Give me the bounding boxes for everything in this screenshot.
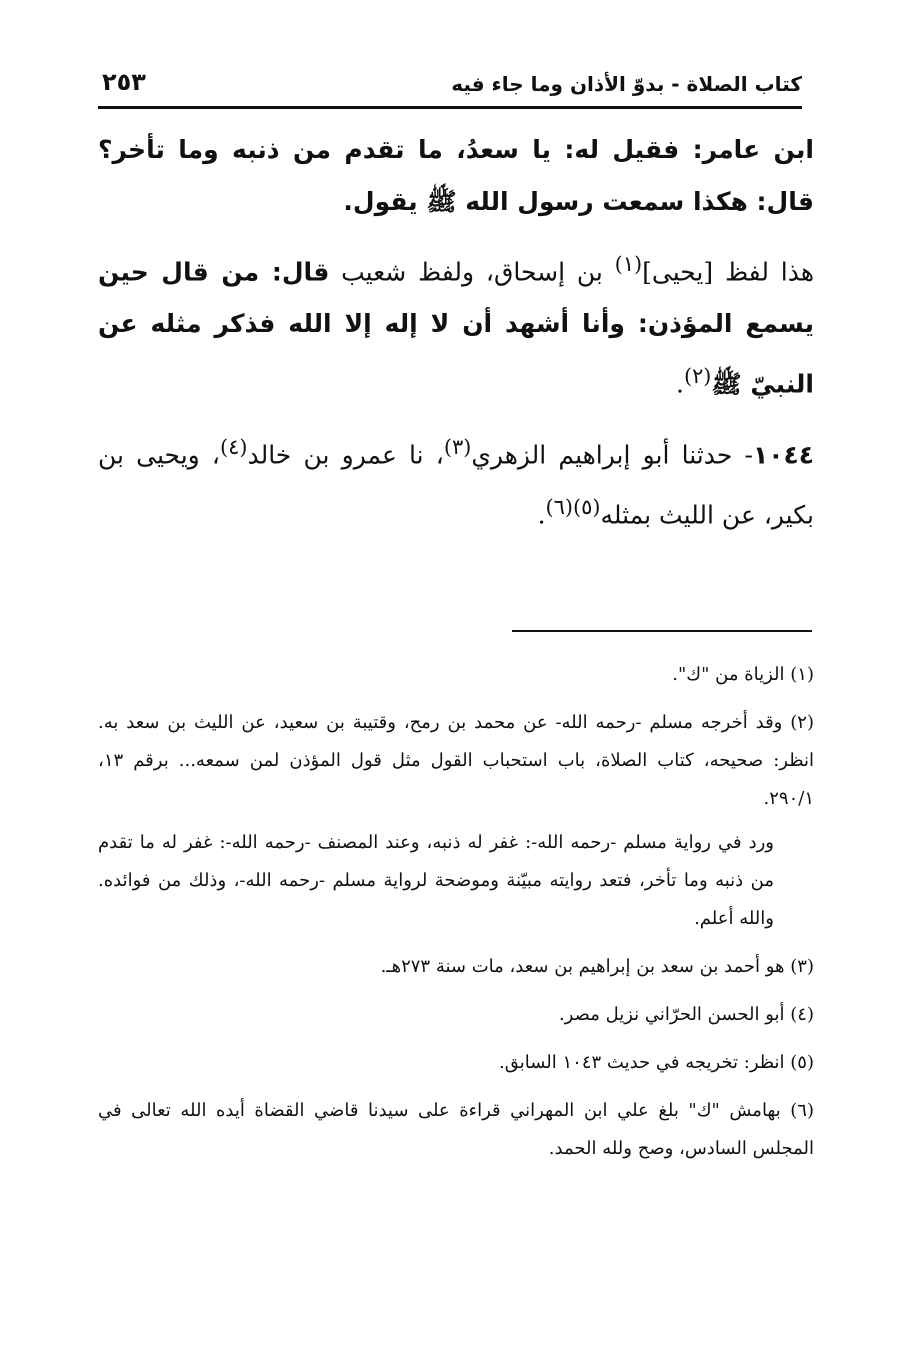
page-header [98, 68, 802, 109]
paragraph-2 [98, 238, 814, 411]
footnote-ref-5: (٥) [573, 494, 601, 519]
paragraph-1: ابن عامر: فقيل له: يا سعدُ، ما تقدم من ذنبه وما تأخر؟ قال: هكذا سمعت رسول الله ﷺ يقول. [98, 135, 814, 216]
hadith-chain-c: ، ويحيى بن بكير، عن الليث بمثله [98, 439, 814, 530]
paragraph-2-quote: قال: من قال حين يسمع المؤذن: وأنا أشهد أن لا إله إلا الله فذكر مثله عن النبيّ ﷺ [98, 257, 814, 399]
footnote-4: (٤) أبو الحسن الحرّاني نزيل مصر. [558, 1004, 814, 1025]
footnote-5: (٥) انظر: تخريجه في حديث ١٠٤٣ السابق. [499, 1052, 814, 1073]
footnote-2: (٢) وقد أخرجه مسلم -رحمه الله- عن محمد بن رمح، وقتيبة بن سعيد، عن الليث بن سعد به. انظر: صحيحه، كتاب الصلاة، باب استحباب القول مثل قول المؤذن لمن سمعه... برقم ١٣، ٢٩٠/١. [98, 712, 814, 809]
paragraph-2-start: هذا لفظ [يحيى] [642, 257, 815, 287]
paragraph-2-middle: بن إسحاق، ولفظ شعيب [329, 257, 615, 287]
footnote-1: (١) الزياة من "ك". [672, 664, 814, 685]
footnote-6: (٦) بهامش "ك" بلغ علي ابن المهراني قراءة على سيدنا قاضي القضاة أيده الله تعالى في المجلس السادس، وصح ولله الحمد. [98, 1100, 814, 1159]
footnote-ref-3: (٣) [443, 434, 472, 459]
running-title: كتاب الصلاة - بدوّ الأذان وما جاء فيه [451, 72, 802, 96]
footnote-ref-4: (٤) [219, 434, 248, 459]
footnote-3: (٣) هو أحمد بن سعد بن إبراهيم بن سعد، مات سنة ٢٧٣هـ. [380, 956, 814, 977]
hadith-end: . [537, 500, 546, 530]
footnotes [98, 656, 814, 1178]
hadith-number: ١٠٤٤ [752, 439, 814, 469]
page-number: ٢٥٣ [102, 68, 146, 96]
footnote-2-continuation: ورد في رواية مسلم -رحمه الله-: غفر له ذنبه، وعند المصنف -رحمه الله-: غفر له ما تقدم من ذنبه وما تأخر، فتعد روايته مبيّنة وموضحة لرواية مسلم -رحمه الله-، وذلك من فوائده. والله أعلم. [98, 832, 774, 929]
footnote-divider [512, 630, 812, 632]
footnote-ref-6: (٦) [545, 494, 573, 519]
main-text [98, 124, 814, 551]
footnote-ref-1: (١) [614, 252, 643, 276]
footnote-ref-2: (٢) [683, 364, 712, 389]
hadith-chain-a: - حدثنا أبو إبراهيم الزهري [471, 439, 753, 469]
hadith-1044 [98, 421, 814, 542]
hadith-chain-b: ، نا عمرو بن خالد [247, 439, 444, 469]
paragraph-2-end: . [676, 369, 684, 399]
